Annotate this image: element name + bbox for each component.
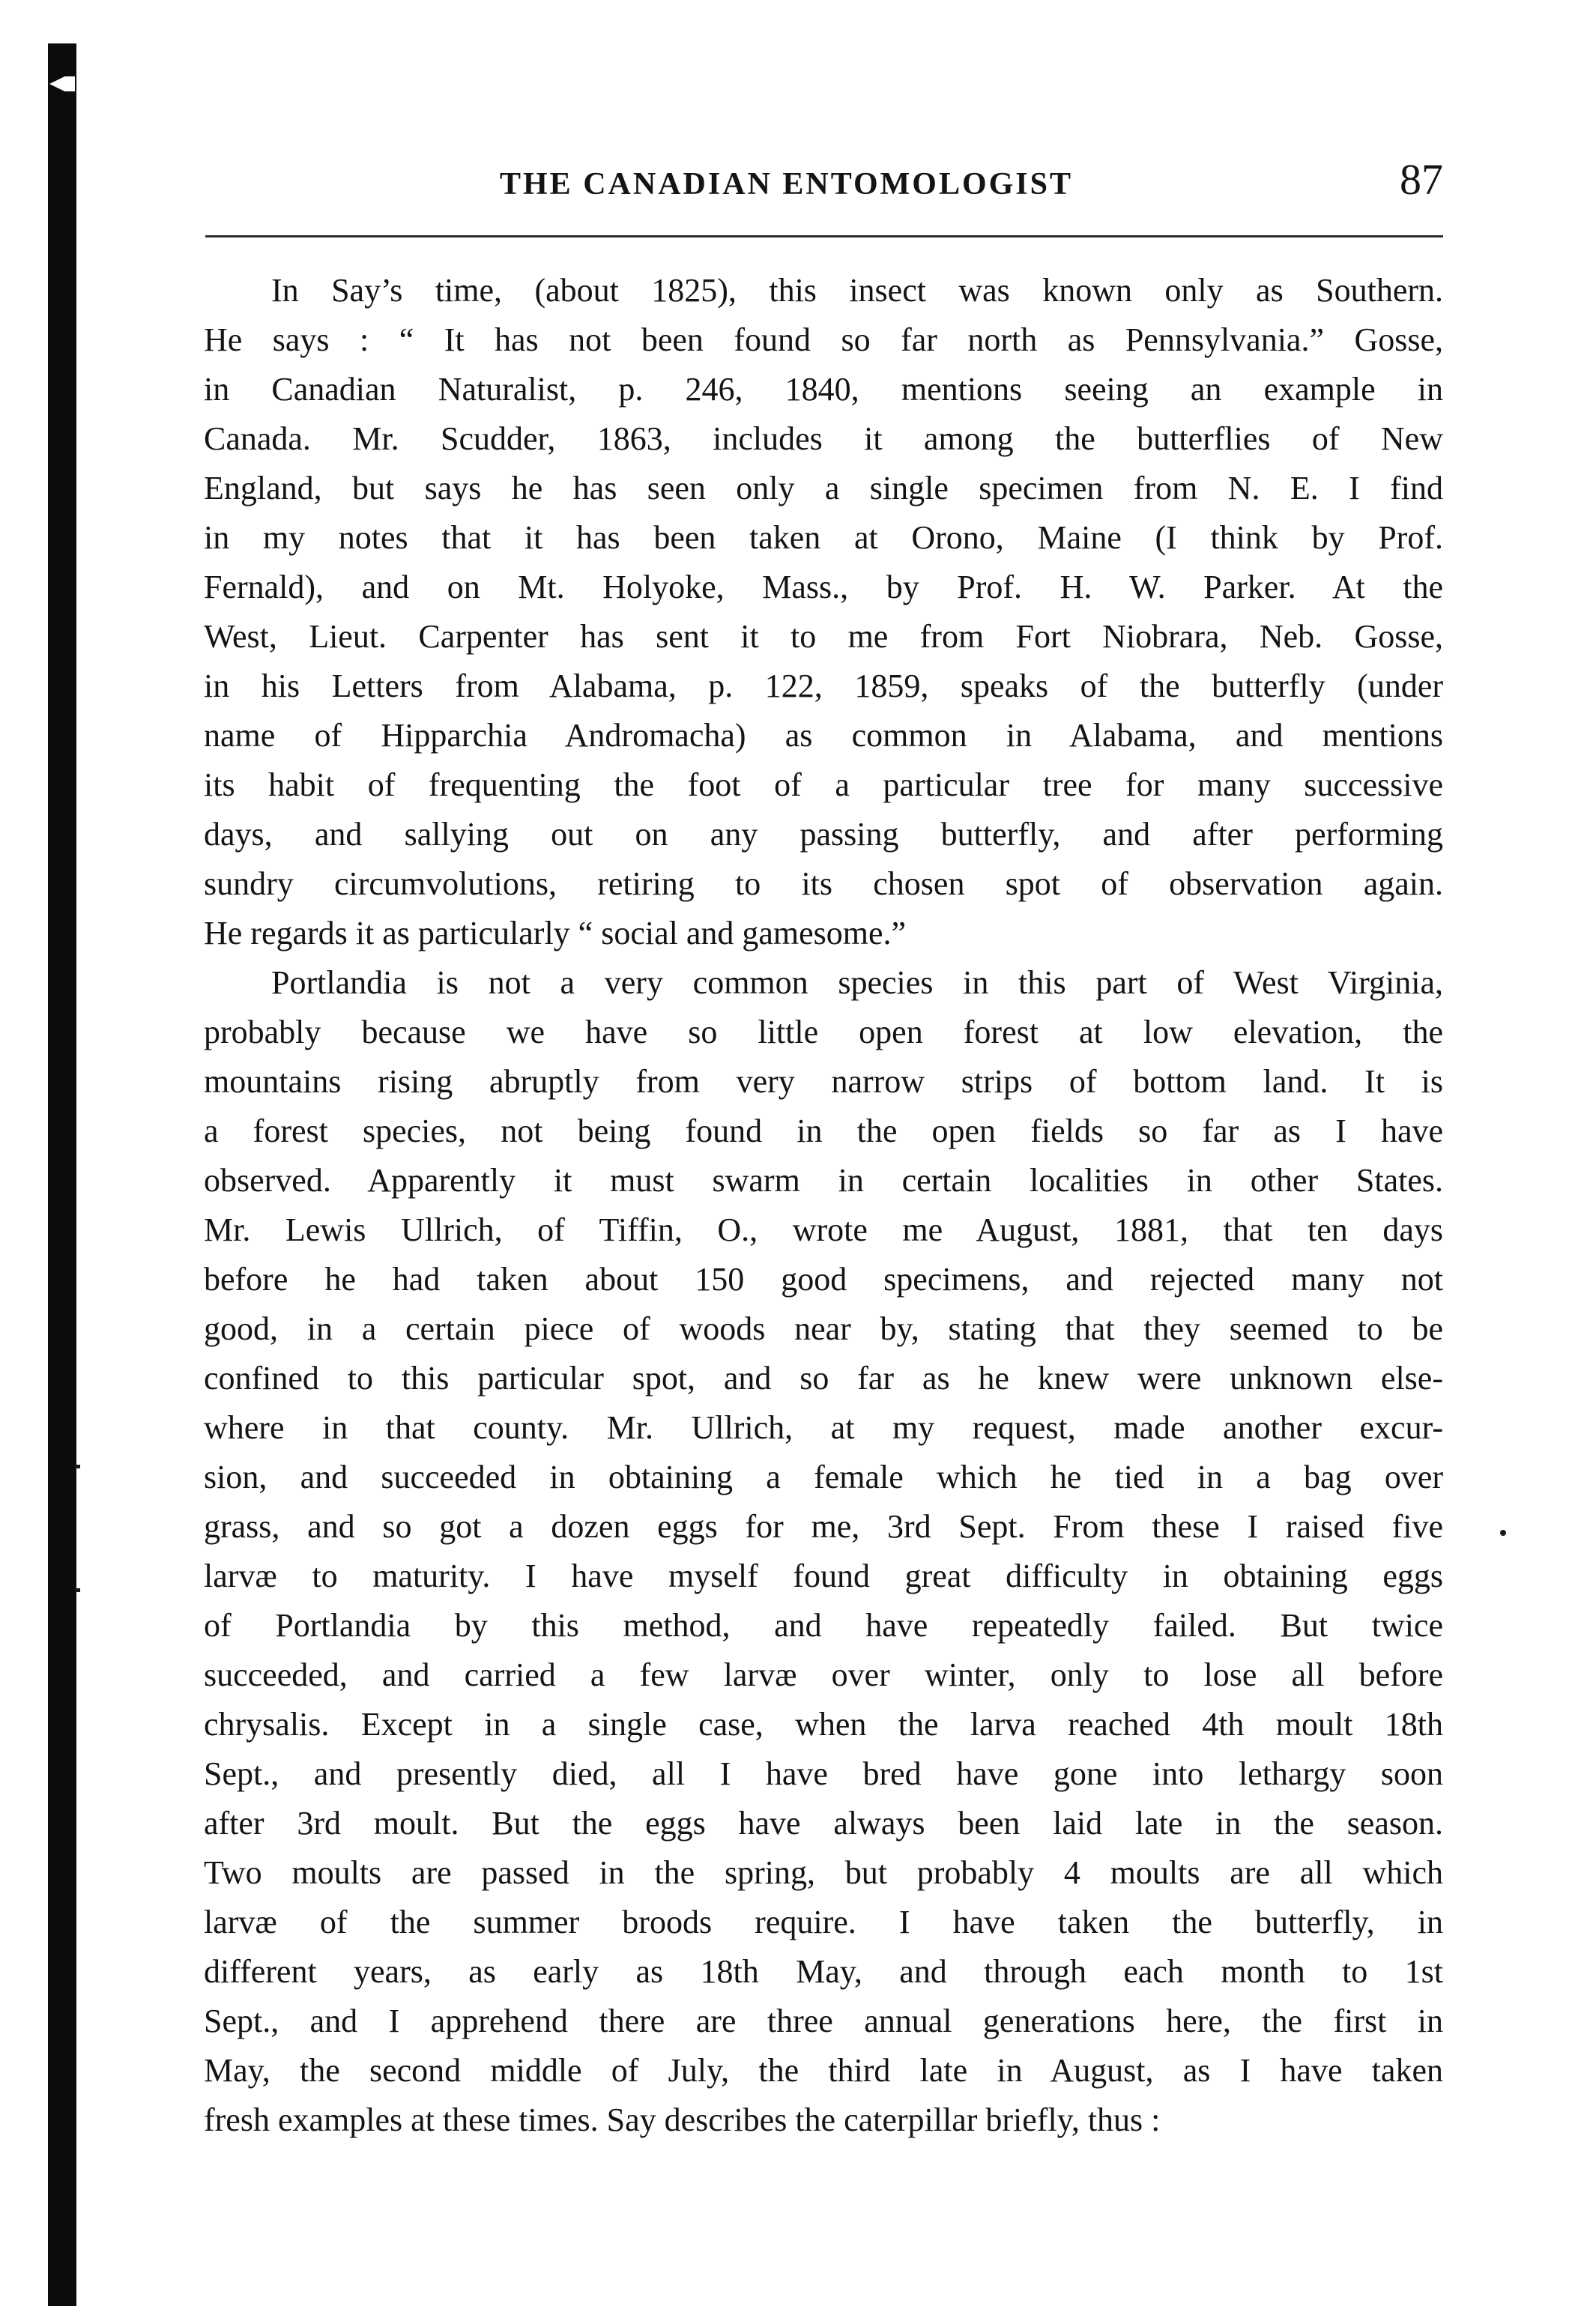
text-line: West, Lieut. Carpenter has sent it to me from Fort Niobrara, Neb. Gosse, — [204, 618, 1443, 655]
text-line: larvæ to maturity. I have myself found great difficulty in obtaining eggs — [204, 1558, 1443, 1594]
header-rule — [205, 235, 1443, 237]
article-body — [204, 266, 1443, 2145]
text-line: Portlandia is not a very common species in this part of West Virginia, — [271, 964, 1443, 1001]
text-line: sion, and succeeded in obtaining a female which he tied in a bag over — [204, 1459, 1443, 1495]
text-line: mountains rising abruptly from very narrow strips of bottom land. It is — [204, 1063, 1443, 1100]
page-header — [204, 157, 1443, 210]
text-line: Two moults are passed in the spring, but probably 4 moults are all which — [204, 1854, 1443, 1891]
text-line: sundry circumvolutions, retiring to its chosen spot of observation again. — [204, 865, 1443, 902]
text-line: different years, as early as 18th May, and through each month to 1st — [204, 1953, 1443, 1990]
text-line: chrysalis. Except in a single case, when the larva reached 4th moult 18th — [204, 1706, 1443, 1743]
text-line: In Say’s time, (about 1825), this insect was known only as Southern. — [271, 272, 1443, 309]
text-line: Mr. Lewis Ullrich, of Tiffin, O., wrote me August, 1881, that ten days — [204, 1211, 1443, 1248]
binding-tick-mark — [75, 1465, 80, 1468]
text-line: Fernald), and on Mt. Holyoke, Mass., by Prof. H. W. Parker. At the — [204, 569, 1443, 605]
text-line: probably because we have so little open forest at low elevation, the — [204, 1014, 1443, 1050]
text-line: before he had taken about 150 good specimens, and rejected many not — [204, 1261, 1443, 1298]
text-line: England, but says he has seen only a single specimen from N. E. I find — [204, 470, 1443, 506]
text-line: Sept., and I apprehend there are three annual generations here, the first in — [204, 2003, 1443, 2039]
text-line: where in that county. Mr. Ullrich, at my request, made another excur- — [204, 1409, 1443, 1446]
text-line: Sept., and presently died, all I have bred have gone into lethargy soon — [204, 1755, 1443, 1792]
text-line: He regards it as particularly “ social and gamesome.” — [204, 915, 907, 951]
text-line: after 3rd moult. But the eggs have always been laid late in the season. — [204, 1805, 1443, 1842]
binding-edge — [48, 43, 76, 2306]
text-line: in his Letters from Alabama, p. 122, 1859, speaks of the butterfly (under — [204, 668, 1443, 704]
text-line: May, the second middle of July, the third late in August, as I have taken — [204, 2052, 1443, 2089]
text-line: in Canadian Naturalist, p. 246, 1840, mentions seeing an example in — [204, 371, 1443, 408]
running-title: THE CANADIAN ENTOMOLOGIST — [500, 167, 1074, 202]
text-line: Canada. Mr. Scudder, 1863, includes it among the butterflies of New — [204, 420, 1443, 457]
text-line: a forest species, not being found in the open fields so far as I have — [204, 1113, 1443, 1149]
text-line: in my notes that it has been taken at Orono, Maine (I think by Prof. — [204, 519, 1443, 556]
text-line: grass, and so got a dozen eggs for me, 3rd Sept. From these I raised five — [204, 1508, 1443, 1545]
text-line: name of Hipparchia Andromacha) as common in Alabama, and mentions — [204, 717, 1443, 754]
text-line: of Portlandia by this method, and have repeatedly failed. But twice — [204, 1607, 1443, 1644]
binding-tick-mark — [75, 1588, 80, 1592]
stray-mark — [1500, 1530, 1506, 1536]
text-line: succeeded, and carried a few larvæ over winter, only to lose all before — [204, 1656, 1443, 1693]
text-line: its habit of frequenting the foot of a particular tree for many successive — [204, 766, 1443, 803]
text-line: observed. Apparently it must swarm in certain localities in other States. — [204, 1162, 1443, 1199]
text-line: He says : “ It has not been found so far north as Pennsylvania.” Gosse, — [204, 321, 1443, 358]
text-line: good, in a certain piece of woods near by, stating that they seemed to be — [204, 1310, 1443, 1347]
text-line: larvæ of the summer broods require. I have taken the butterfly, in — [204, 1904, 1443, 1940]
page-number: 87 — [1400, 155, 1443, 204]
text-line: confined to this particular spot, and so far as he knew were unknown else- — [204, 1360, 1443, 1396]
text-line: fresh examples at these times. Say describes the caterpillar briefly, thus : — [204, 2101, 1161, 2138]
text-line: days, and sallying out on any passing butterfly, and after performing — [204, 816, 1443, 853]
